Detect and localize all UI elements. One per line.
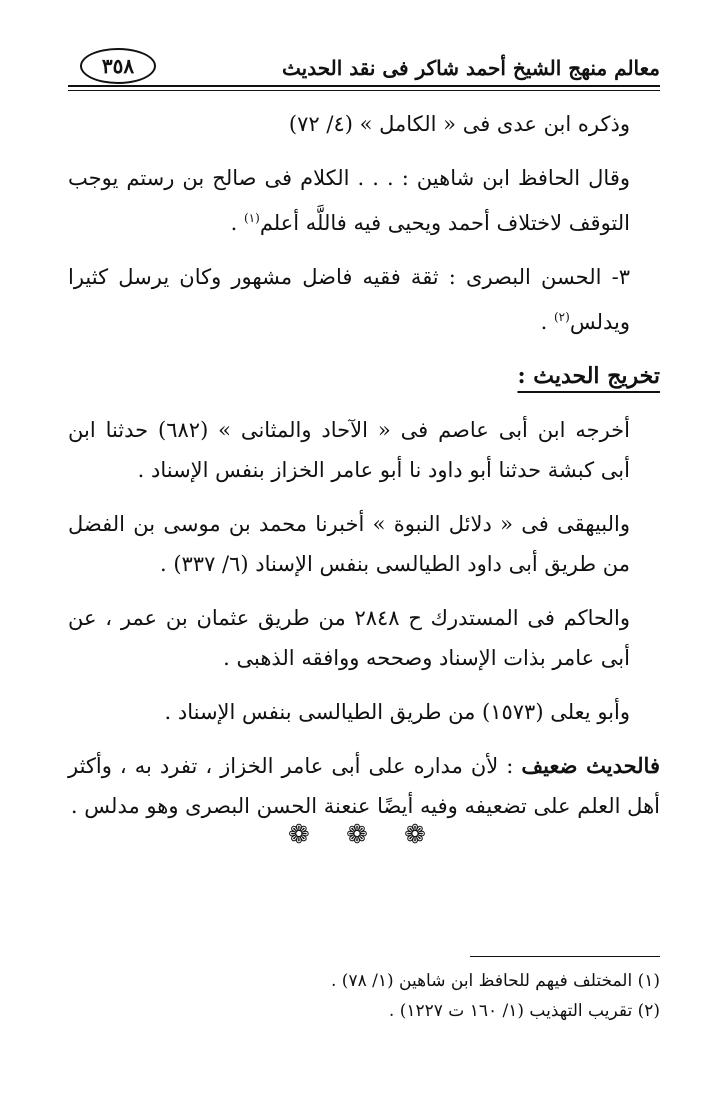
footnote-2: (٢) تقريب التهذيب (١/ ١٦٠ ت ١٢٢٧) .	[388, 1001, 660, 1021]
footnote-separator	[470, 956, 660, 957]
running-title: معالم منهج الشيخ أحمد شاكر فى نقد الحديث	[282, 56, 660, 80]
header-rule-thin	[68, 90, 660, 91]
page-header	[68, 48, 660, 92]
paragraph-5: والبيهقى فى « دلائل النبوة » أخبرنا محمد بن موسى بن الفضل من طريق أبى داود الطيالسى بنفس الإسناد (٦/ ٣٣٧) .	[68, 512, 630, 576]
footnote-ref-2: (٢)	[553, 310, 570, 324]
verdict-lead: فالحديث ضعيف	[521, 753, 660, 778]
page-body	[68, 104, 660, 826]
paragraph-2-text: وقال الحافظ ابن شاهين : . . . الكلام فى صالح بن رستم يوجب التوقف لاختلاف أحمد ويحيى فيه فاللَّه أعلم	[68, 166, 630, 235]
paragraph-2	[68, 158, 660, 243]
paragraph-8-text: : لأن مداره على أبى عامر الخزاز ، تفرد به ، وأكثر أهل العلم على تضعيفه وفيه أيضًا عنعنة الحسن البصرى وهو مدلس .	[68, 754, 660, 818]
paragraph-3	[68, 257, 660, 342]
paragraph-2-end: .	[230, 211, 244, 235]
page-number: ٣٥٨	[80, 48, 156, 84]
paragraph-3-text: ٣- الحسن البصرى : ثقة فقيه فاضل مشهور وكان يرسل كثيرا ويدلس	[68, 265, 630, 334]
section-heading: تخريج الحديث :	[517, 363, 660, 389]
header-rule-thick	[68, 85, 660, 87]
paragraph-7: وأبو يعلى (١٥٧٣) من طريق الطيالسى بنفس الإسناد .	[164, 700, 630, 724]
paragraph-8	[68, 746, 660, 826]
paragraph-3-end: .	[540, 310, 554, 334]
footnotes	[68, 966, 660, 1026]
ornament-stars: ❁ ❁ ❁	[288, 820, 440, 850]
paragraph-6: والحاكم فى المستدرك ح ٢٨٤٨ من طريق عثمان بن عمر ، عن أبى عامر بذات الإسناد وصححه ووافقه الذهبى .	[68, 606, 630, 670]
paragraph-4: أخرجه ابن أبى عاصم فى « الآحاد والمثانى » (٦٨٢) حدثنا ابن أبى كبشة حدثنا أبو داود نا أبو عامر الخزاز بنفس الإسناد .	[68, 418, 630, 482]
footnote-ref-1: (١)	[243, 211, 260, 225]
paragraph-1: وذكره ابن عدى فى « الكامل » (٤/ ٧٢)	[288, 112, 630, 136]
footnote-1: (١) المختلف فيهم للحافظ ابن شاهين (١/ ٧٨) .	[330, 971, 660, 991]
